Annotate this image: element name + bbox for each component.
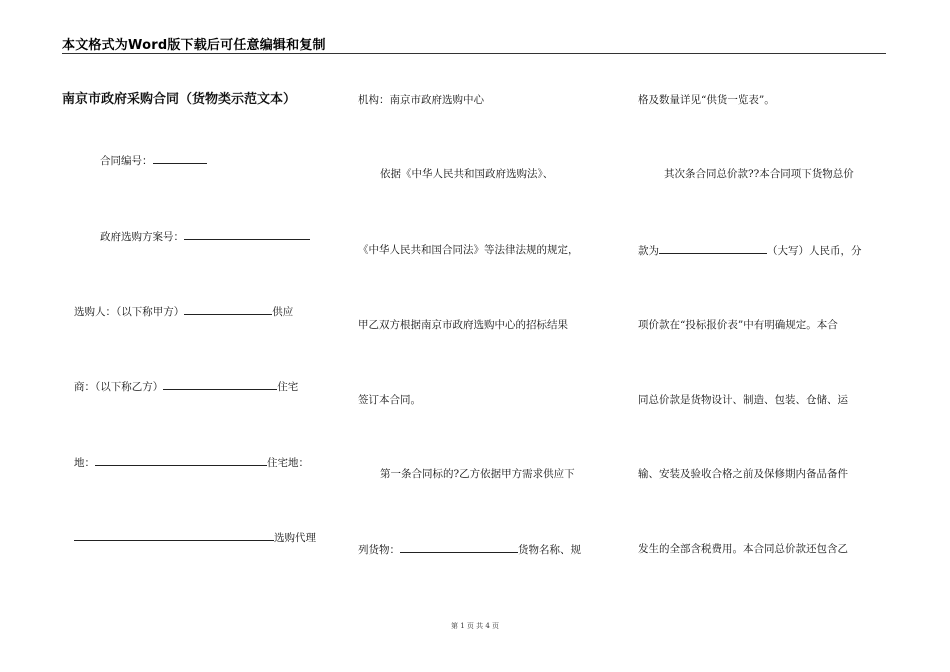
contract-number-label: 合同编号：	[100, 155, 153, 167]
buyer-label: 选购人：（以下称甲方）	[74, 306, 185, 318]
residence2-blank[interactable]	[74, 530, 274, 541]
contract-number-line	[100, 153, 207, 168]
contract-number-blank[interactable]	[153, 153, 207, 164]
supplier-label: 商：（以下称乙方）	[74, 381, 164, 393]
document-banner: 本文格式为Word版下载后可任意编辑和复制	[62, 38, 326, 53]
basis-line: 依据《中华人民共和国政府选购法》、	[380, 168, 554, 180]
supplier-blank[interactable]	[163, 379, 277, 390]
sign-line: 签订本合同。	[358, 394, 421, 406]
article-1-line: 第一条合同标的?乙方依据甲方需求供应下	[380, 468, 575, 480]
itemized-price-line: 项价款在“投标报价表”中有明确规定。本合	[638, 319, 838, 331]
residence-line	[74, 455, 309, 470]
install-line: 输、安装及验收合格之前及保修期内备品备件	[638, 468, 848, 480]
price-line	[638, 243, 862, 258]
price-label: 款为	[638, 245, 659, 257]
residence-prefix: 住宅	[277, 381, 299, 393]
plan-number-line	[100, 229, 310, 244]
residence2-label: 住宅地：	[267, 457, 309, 469]
total-scope-line: 同总价款是货物设计、制造、包装、仓储、运	[638, 394, 848, 406]
document-title: 南京市政府采购合同（货物类示范文本）	[62, 92, 297, 107]
quantity-line: 格及数量详见“供货一览表”。	[638, 94, 775, 106]
goods-line	[358, 542, 581, 557]
agency-line: 机构：南京市政府选购中心	[358, 94, 484, 106]
header-divider	[62, 53, 886, 54]
law-line: 《中华人民共和国合同法》等法律法规的规定，	[358, 244, 579, 256]
price-blank[interactable]	[659, 243, 767, 254]
tender-result-line: 甲乙双方根据南京市政府选购中心的招标结果	[358, 319, 568, 331]
buyer-blank[interactable]	[184, 304, 272, 315]
agent-label: 选购代理	[274, 532, 316, 544]
goods-name-label: 货物名称、规	[518, 544, 581, 556]
buyer-line	[74, 304, 293, 319]
residence-label: 地：	[74, 457, 95, 469]
price-suffix: （大写）人民币，分	[767, 245, 862, 257]
plan-number-label: 政府选购方案号：	[100, 231, 184, 243]
residence-blank[interactable]	[95, 455, 267, 466]
goods-label: 列货物：	[358, 544, 400, 556]
page-number: 第 1 页 共 4 页	[450, 622, 500, 630]
supplier-line	[74, 379, 298, 394]
article-2-line: 其次条合同总价款??本合同项下货物总价	[664, 168, 854, 180]
goods-blank[interactable]	[400, 542, 518, 553]
plan-number-blank[interactable]	[184, 229, 310, 240]
agent-line	[74, 530, 316, 545]
tax-line: 发生的全部含税费用。本合同总价款还包含乙	[638, 543, 848, 555]
supplier-prefix: 供应	[272, 306, 294, 318]
